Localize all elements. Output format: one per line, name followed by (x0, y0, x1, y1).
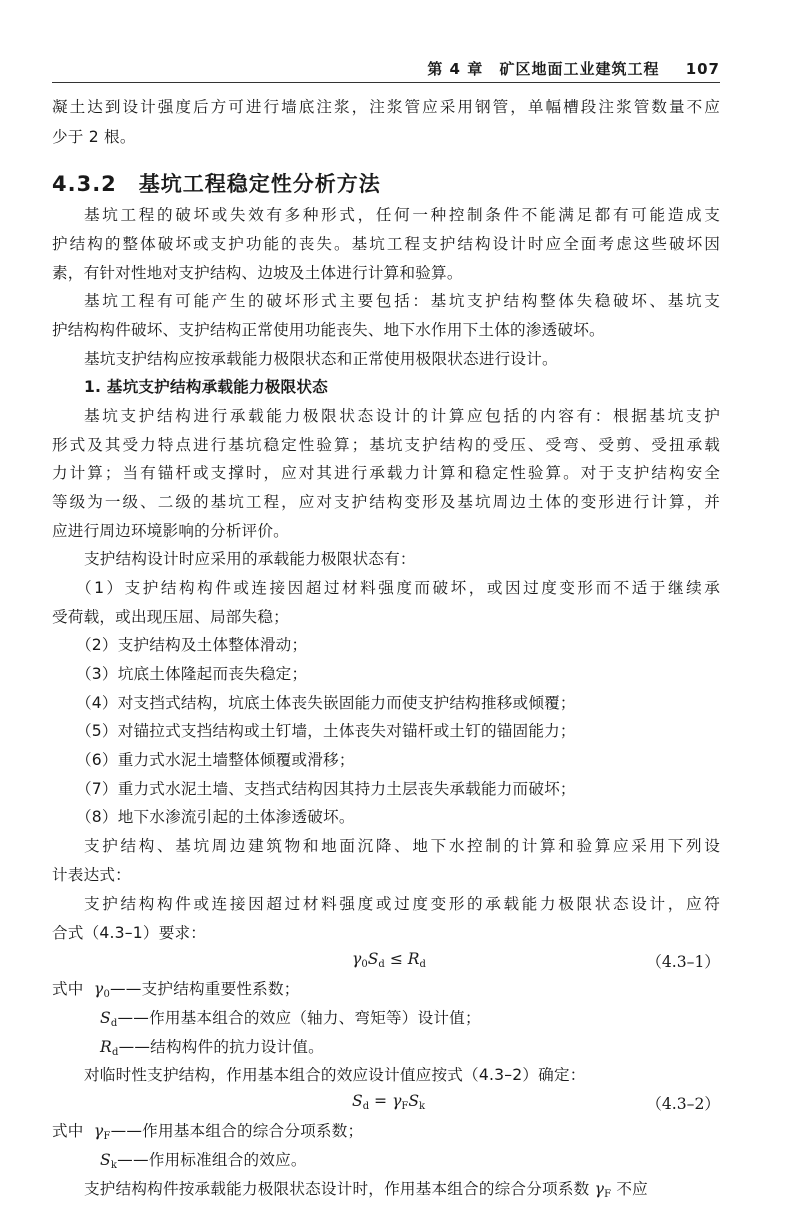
subsection-title: 1. 基坑支护结构承载能力极限状态 (84, 378, 328, 396)
chapter-title: 矿区地面工业建筑工程 (499, 60, 660, 78)
def1-line-3: $R_d——$结构构件的抗力设计值。 (100, 1038, 324, 1058)
intro-line-1: 凝土达到设计强度后方可进行墙底注浆，注浆管应采用钢管，单幅槽段注浆管数量不应 (52, 98, 720, 116)
def-text: ——支护结构重要性系数； (110, 980, 300, 998)
formula-2-label: （4.3–2） (646, 1095, 720, 1113)
para3: 基坑支护结构应按承载能力极限状态和正常使用极限状态进行设计。 (84, 350, 558, 368)
intro-line-2: 少于 2 根。 (52, 128, 136, 146)
list-item: （5）对锚拉式支挡结构或土钉墙，土体丧失对锚杆或土钉的锚固能力； (76, 722, 576, 740)
para7-line-2: 合式（4.3–1）要求： (52, 924, 207, 942)
running-header (52, 56, 720, 83)
list-item: （8）地下水渗流引起的土体渗透破坏。 (76, 808, 355, 826)
para2-line-1: 基坑工程有可能产生的破坏形式主要包括：基坑支护结构整体失稳破坏、基坑支 (84, 292, 720, 310)
def-text: ——作用基本组合的效应（轴力、弯矩等）设计值； (117, 1009, 481, 1027)
para9-after: 不应 (611, 1180, 648, 1198)
chapter-number: 第 4 章 (427, 60, 484, 78)
para7-line-1: 支护结构构件或连接因超过材料强度或过度变形的承载能力极限状态设计，应符 (84, 895, 720, 913)
para4-line-4: 等级为一级、二级的基坑工程，应对支护结构变形及基坑周边土体的变形进行计算，并 (52, 493, 720, 511)
list-item: （7）重力式水泥土墙、支挡式结构因其持力土层丧失承载能力而破坏； (76, 780, 576, 798)
para4-line-3: 力计算；当有锚杆或支撑时，应对其进行承载力计算和稳定性验算。对于支护结构安全 (52, 464, 720, 482)
def-prefix: 式中 (52, 980, 84, 998)
section-title: 基坑工程稳定性分析方法 (138, 172, 381, 196)
list-item: （1）支护结构构件或连接因超过材料强度而破坏，或因过度变形而不适于继续承 (76, 579, 720, 597)
section-number: 4.3.2 (52, 172, 117, 196)
para9-before: 支护结构构件按承载能力极限状态设计时，作用基本组合的综合分项系数 (84, 1180, 595, 1198)
list-item: （3）坑底土体隆起而丧失稳定； (76, 665, 308, 683)
def-text: ——结构构件的抗力设计值。 (118, 1038, 324, 1056)
def-text: ——作用基本组合的综合分项系数； (110, 1122, 364, 1140)
para6-line-1: 支护结构、基坑周边建筑物和地面沉降、地下水控制的计算和验算应采用下列设 (84, 837, 720, 855)
def-prefix: 式中 (52, 1122, 84, 1140)
header-text (427, 58, 720, 79)
formula-1-label: （4.3–1） (646, 953, 720, 971)
para8: 对临时性支护结构，作用基本组合的效应设计值应按式（4.3–2）确定： (84, 1066, 586, 1084)
list-item: （6）重力式水泥土墙整体倾覆或滑移； (76, 751, 355, 769)
list-item: 受荷载，或出现压屈、局部失稳； (52, 608, 289, 626)
formula-1-row (0, 950, 800, 974)
para4-line-5: 应进行周边环境影响的分析评价。 (52, 522, 289, 540)
para6-line-2: 计表达式： (52, 866, 131, 884)
def2-line-2: $S_k——$作用标准组合的效应。 (100, 1151, 307, 1171)
def1-line-2: $S_d——$作用基本组合的效应（轴力、弯矩等）设计值； (100, 1009, 481, 1029)
list-item: （2）支护结构及土体整体滑动； (76, 636, 308, 654)
def1-line-1: 式中 $\gamma_0——$支护结构重要性系数； (52, 980, 300, 1000)
para9: 支护结构构件按承载能力极限状态设计时，作用基本组合的综合分项系数 $\gamma_F$ 不应 (84, 1180, 648, 1200)
para1-line-3: 素，有针对性地对支护结构、边坡及土体进行计算和验算。 (52, 264, 463, 282)
page-number: 107 (685, 60, 720, 78)
list-item: （4）对支挡式结构，坑底土体丧失嵌固能力而使支护结构推移或倾覆； (76, 694, 576, 712)
def2-line-1: 式中 $\gamma_F——$作用基本组合的综合分项系数； (52, 1122, 364, 1142)
formula-2-row (0, 1092, 800, 1116)
para5: 支护结构设计时应采用的承载能力极限状态有： (84, 550, 416, 568)
section-heading (52, 168, 381, 198)
para1-line-1: 基坑工程的破坏或失效有多种形式，任何一种控制条件不能满足都有可能造成支 (84, 206, 720, 224)
para4-line-1: 基坑支护结构进行承载能力极限状态设计的计算应包括的内容有：根据基坑支护 (84, 407, 720, 425)
para2-line-2: 护结构构件破坏、支护结构正常使用功能丧失、地下水作用下土体的渗透破坏。 (52, 321, 605, 339)
para1-line-2: 护结构的整体破坏或支护功能的丧失。基坑工程支护结构设计时应全面考虑这些破坏因 (52, 235, 720, 253)
formula-4-3-2: $S_d = \gamma_FS_k$ (352, 1092, 426, 1112)
formula-4-3-1: $\gamma_0S_d \le R_d$ (352, 950, 426, 970)
def-text: ——作用标准组合的效应。 (117, 1151, 307, 1169)
para4-line-2: 形式及其受力特点进行基坑稳定性验算；基坑支护结构的受压、受弯、受剪、受扭承载 (52, 436, 720, 454)
